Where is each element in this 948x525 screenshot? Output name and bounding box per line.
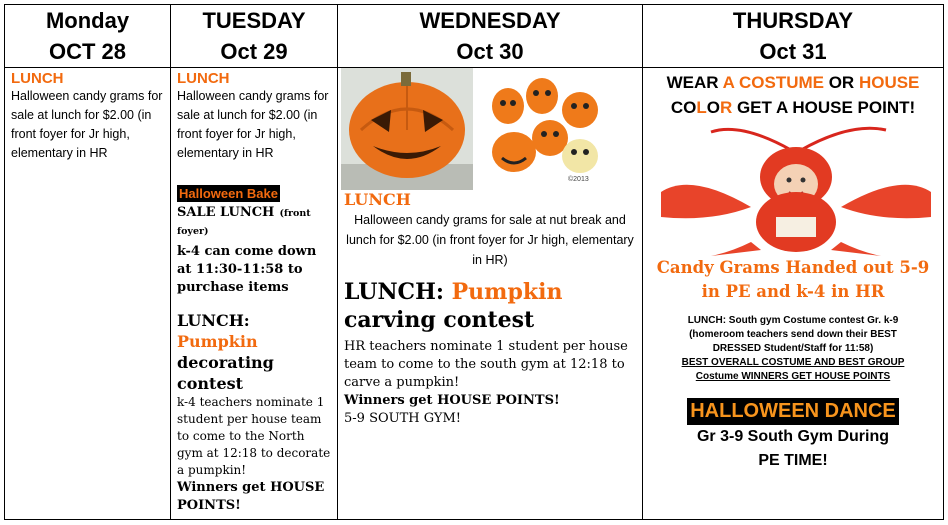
winners-text: Winners get HOUSE POINTS!	[344, 393, 560, 408]
candy-grams-text: Candy Grams Handed out 5-9 in PE and k-4 in HR	[656, 258, 930, 301]
copyright-text: ©2013	[568, 176, 589, 183]
wednesday-cell	[338, 68, 643, 520]
contest-word: Pumpkin	[177, 332, 258, 351]
day-name: THURSDAY	[732, 8, 854, 33]
k4-text: k-4 can come down at 11:30-11:58 to purchase items	[177, 244, 317, 295]
lunch-text: Halloween candy grams for sale at lunch for $2.00 (in front foyer for Jr high, elementary in HR	[177, 89, 329, 160]
day-name: TUESDAY	[202, 8, 306, 33]
day-date: Oct 29	[220, 39, 288, 64]
l-text: L	[696, 98, 707, 117]
co-text: CO	[670, 98, 697, 117]
lunch-heading: LUNCH	[344, 190, 411, 209]
tuesday-cell	[171, 68, 338, 520]
contest-prefix: LUNCH:	[344, 279, 452, 305]
dance-text: Gr 3-9 South Gym During PE TIME!	[696, 428, 889, 469]
day-date: Oct 30	[456, 39, 524, 64]
contest-suffix: decorating contest	[177, 353, 274, 393]
day-header-wednesday	[338, 5, 643, 68]
content-row	[5, 68, 944, 520]
gym-text: 5-9 SOUTH GYM!	[344, 411, 461, 426]
lunch-heading: LUNCH	[177, 70, 230, 87]
lunch-text: Halloween candy grams for sale at lunch for $2.00 (in front foyer for Jr high, elementary in HR	[11, 89, 163, 160]
halloween-dance-badge: HALLOWEEN DANCE	[687, 398, 899, 425]
contest-text: HR teachers nominate 1 student per house team to come to the south gym at 12:18 to carve a pumpkin!	[344, 339, 628, 390]
wear-text: WEAR	[666, 73, 723, 92]
day-header-tuesday	[171, 5, 338, 68]
contest-suffix: carving contest	[344, 307, 535, 333]
day-date: OCT 28	[48, 39, 127, 64]
contest-text: k-4 teachers nominate 1 student per house team to come to the North gym at 12:18 to decorate a pumpkin!	[177, 395, 331, 477]
best-overall-text: BEST OVERALL COSTUME AND BEST GROUP	[681, 357, 905, 368]
day-name: WEDNESDAY	[419, 8, 561, 33]
schedule-table	[4, 4, 944, 520]
lunch-text: Halloween candy grams for sale at nut break and lunch for $2.00 (in front foyer for Jr high, elementary in HR)	[346, 213, 634, 267]
lobster-costume-image	[651, 122, 941, 258]
header-row	[5, 5, 944, 68]
costume-contest-text: LUNCH: South gym Costume contest Gr. k-9 (homeroom teachers send down their BEST DRESSED Student/Staff for 11:58)	[687, 315, 899, 354]
jack-o-lantern-image	[341, 68, 473, 190]
contest-word: Pumpkin	[451, 279, 563, 305]
sale-lunch: SALE LUNCH	[177, 205, 275, 220]
day-name: Monday	[45, 8, 130, 33]
get-point-text: GET A HOUSE POINT!	[732, 98, 916, 117]
r-text: R	[719, 98, 733, 117]
winners-text: Winners get HOUSE POINTS!	[177, 480, 325, 513]
o-text: O	[706, 98, 720, 117]
front-foyer: (front foyer)	[177, 208, 311, 237]
day-header-thursday	[643, 5, 944, 68]
bake-sale-badge: Halloween Bake	[179, 186, 278, 201]
monday-cell	[5, 68, 171, 520]
or-text: OR	[823, 73, 859, 92]
painted-pumpkins-image	[488, 76, 608, 186]
day-date: Oct 31	[759, 39, 827, 64]
thursday-cell	[643, 68, 944, 520]
costume-winners-text: Costume WINNERS GET HOUSE POINTS	[695, 371, 891, 382]
costume-heading	[647, 70, 939, 120]
contest-prefix: LUNCH:	[177, 311, 250, 330]
day-header-monday	[5, 5, 171, 68]
a-costume-text: A COSTUME	[722, 73, 824, 92]
lunch-heading: LUNCH	[11, 70, 64, 87]
house-text: HOUSE	[858, 73, 920, 92]
